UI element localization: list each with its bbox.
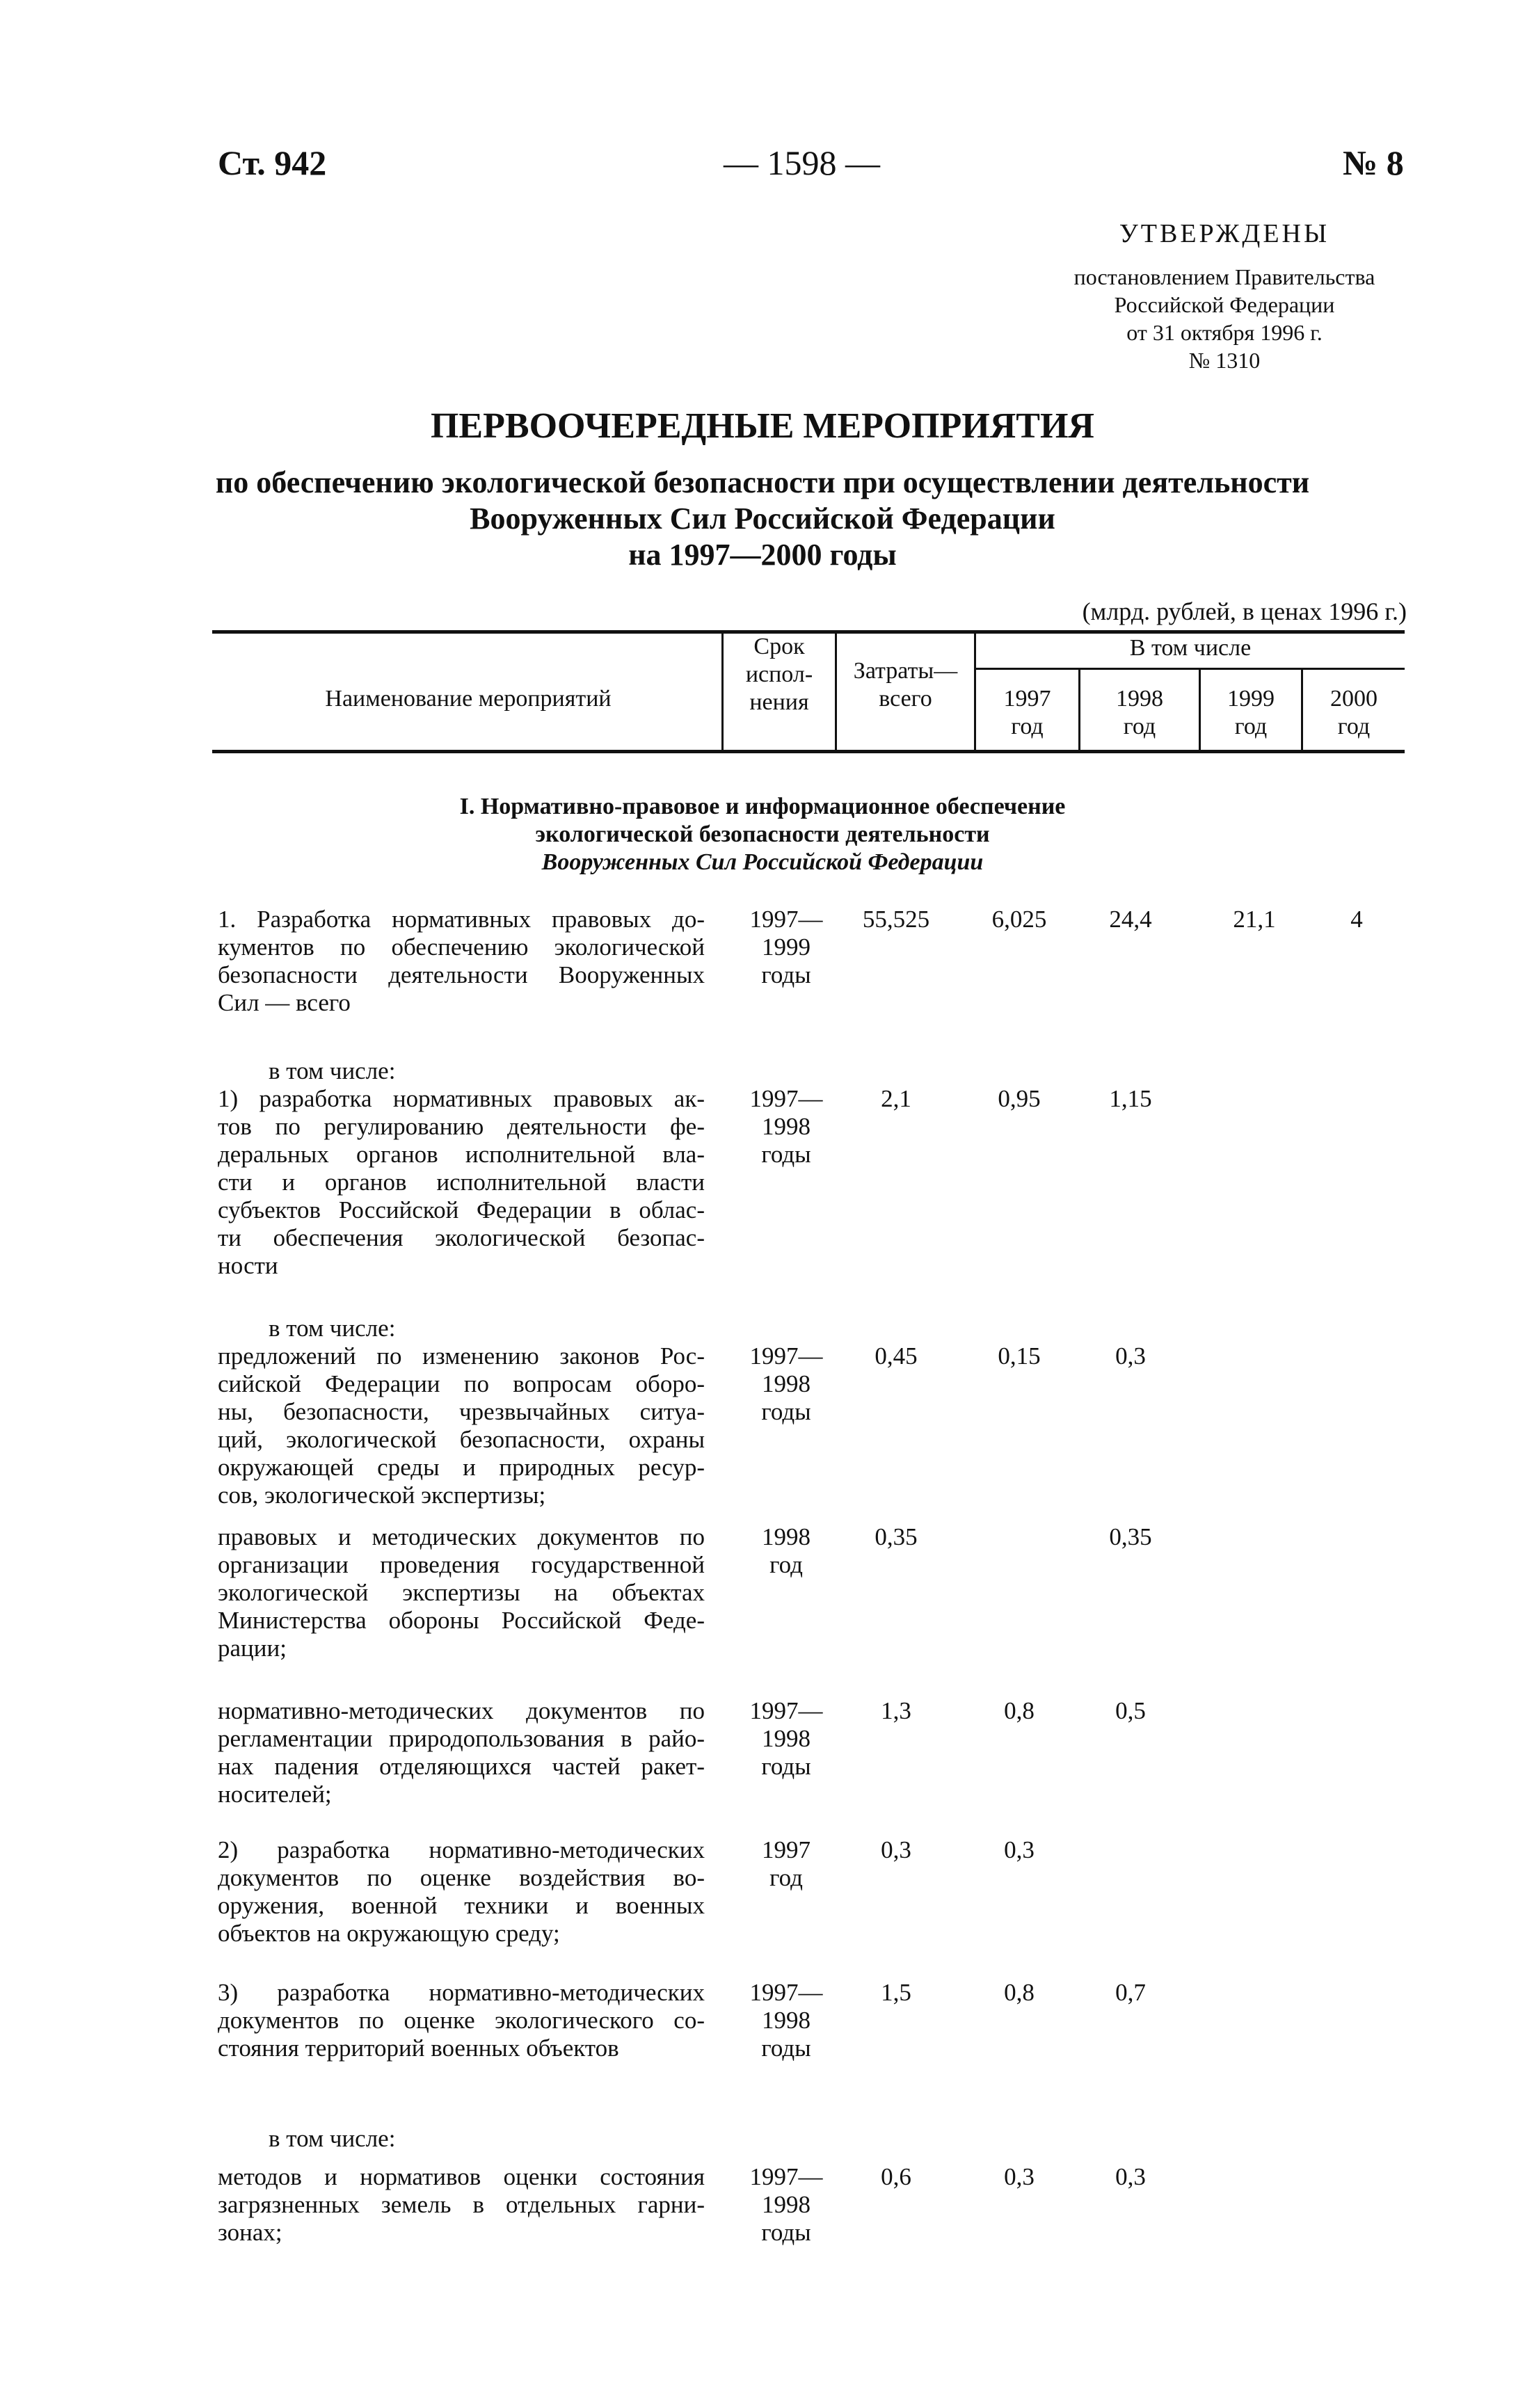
header-year-line: 2000 bbox=[1330, 686, 1378, 712]
approval-line: № 1310 bbox=[1188, 348, 1261, 373]
header-year-1997 bbox=[976, 685, 1078, 741]
subtitle-line: Вооруженных Сил Российской Федерации bbox=[470, 501, 1055, 536]
including-rule bbox=[974, 668, 1405, 670]
row-1997: 0,95 bbox=[998, 1085, 1041, 1112]
header-including: В том числе bbox=[1129, 635, 1252, 661]
row-name-line: экологической экспертизы на объектах bbox=[218, 1579, 705, 1606]
row-1998: 0,35 bbox=[1109, 1523, 1152, 1550]
row-name-line: субъектов Российской Федерации в облас- bbox=[218, 1196, 705, 1223]
subheading-including: в том числе: bbox=[269, 2125, 396, 2152]
approval-line: Российской Федерации bbox=[1114, 292, 1335, 317]
row-total: 0,6 bbox=[881, 2163, 911, 2190]
row-name-line: 1. Разработка нормативных правовых до- bbox=[218, 906, 705, 933]
row-term bbox=[730, 906, 842, 989]
section-line: Вооруженных Сил Российской Федерации bbox=[541, 849, 984, 875]
row-name-line: ций, экологической безопасности, охраны bbox=[218, 1426, 705, 1453]
row-1997: 6,025 bbox=[991, 906, 1047, 933]
row-term-line: 1998 bbox=[762, 1725, 811, 1752]
subheading-including: в том числе: bbox=[269, 1057, 396, 1084]
header-year-line: 1998 bbox=[1116, 686, 1163, 712]
issue-number: № 8 bbox=[1343, 143, 1404, 182]
row-1998: 0,3 bbox=[1115, 2163, 1146, 2190]
row-name-line: сов, экологической экспертизы; bbox=[218, 1482, 546, 1509]
row-total: 55,525 bbox=[862, 906, 930, 933]
row-name-line: ности bbox=[218, 1252, 278, 1279]
header-year-line: год bbox=[1011, 714, 1044, 739]
row-term-line: 1997— bbox=[749, 906, 823, 933]
row-name-line: ти обеспечения экологической безопас- bbox=[218, 1224, 705, 1251]
row-name-line: зонах; bbox=[218, 2219, 282, 2246]
header-term-line: нения bbox=[749, 689, 809, 715]
row-name-line: документов по оценке воздействия во- bbox=[218, 1864, 705, 1891]
row-1999: 21,1 bbox=[1233, 906, 1276, 933]
row-1997: 0,3 bbox=[1004, 1836, 1035, 1863]
header-name: Наименование мероприятий bbox=[325, 686, 612, 712]
row-term bbox=[730, 2163, 842, 2247]
row-name-line: деральных органов исполнительной вла- bbox=[218, 1141, 705, 1168]
header-year-line: 1997 bbox=[1003, 686, 1051, 712]
row-term-line: 1997— bbox=[749, 1697, 823, 1724]
row-term bbox=[730, 1979, 842, 2062]
row-name-line: Министерства обороны Российской Феде- bbox=[218, 1607, 705, 1634]
header-year-line: 1999 bbox=[1227, 686, 1275, 712]
row-name-line: методов и нормативов оценки состояния bbox=[218, 2163, 705, 2190]
row-term-line: 1999 bbox=[762, 933, 811, 961]
row-name bbox=[218, 1342, 705, 1509]
row-term-line: 1998 bbox=[762, 2191, 811, 2218]
table-header-bottom-rule bbox=[212, 750, 1405, 753]
header-year-2000 bbox=[1303, 685, 1405, 741]
row-name-line: регламентации природопользования в райо- bbox=[218, 1725, 705, 1752]
row-1997: 0,8 bbox=[1004, 1979, 1035, 2006]
row-name-line: оружения, военной техники и военных bbox=[218, 1892, 705, 1919]
row-term-line: 1997— bbox=[749, 1342, 823, 1370]
row-term-line: 1998 bbox=[762, 2007, 811, 2034]
header-total bbox=[837, 657, 974, 713]
header-term-line: испол- bbox=[745, 661, 813, 687]
row-term-line: 1998 bbox=[762, 1523, 811, 1550]
row-total: 1,3 bbox=[881, 1697, 911, 1724]
row-term-line: годы bbox=[761, 1753, 811, 1780]
header-year-line: год bbox=[1234, 714, 1268, 739]
header-year-line: год bbox=[1123, 714, 1156, 739]
row-term-line: год bbox=[769, 1551, 803, 1578]
row-name-line: нормативно-методических документов по bbox=[218, 1697, 705, 1724]
row-name-line: кументов по обеспечению экологической bbox=[218, 933, 705, 961]
row-1998: 0,5 bbox=[1115, 1697, 1146, 1724]
row-name-line: тов по регулированию деятельности фе- bbox=[218, 1113, 705, 1140]
row-name-line: Сил — всего bbox=[218, 989, 351, 1016]
row-name-line: объектов на окружающую среду; bbox=[218, 1920, 560, 1947]
row-name-line: безопасности деятельности Вооруженных bbox=[218, 961, 705, 988]
row-term-line: 1997— bbox=[749, 2163, 823, 2190]
row-name-line: 1) разработка нормативных правовых ак- bbox=[218, 1085, 705, 1112]
row-name-line: стояния территорий военных объектов bbox=[218, 2034, 619, 2062]
row-term bbox=[730, 1697, 842, 1781]
row-total: 2,1 bbox=[881, 1085, 911, 1112]
header-year-line: год bbox=[1337, 714, 1371, 739]
row-1997: 0,15 bbox=[998, 1342, 1041, 1370]
row-term bbox=[730, 1836, 842, 1892]
row-name-line: рации; bbox=[218, 1635, 287, 1662]
row-term-line: годы bbox=[761, 2034, 811, 2062]
row-term-line: 1997 bbox=[762, 1836, 811, 1863]
row-term-line: 1998 bbox=[762, 1370, 811, 1397]
row-name bbox=[218, 1836, 705, 1948]
row-name-line: сийской Федерации по вопросам оборо- bbox=[218, 1370, 705, 1397]
row-name-line: организации проведения государственной bbox=[218, 1551, 705, 1578]
row-name bbox=[218, 2163, 705, 2247]
row-term-line: 1997— bbox=[749, 1979, 823, 2006]
row-total: 0,3 bbox=[881, 1836, 911, 1863]
page-number: — 1598 — bbox=[724, 143, 880, 182]
row-name-line: носителей; bbox=[218, 1781, 332, 1808]
approval-line: от 31 октября 1996 г. bbox=[1126, 320, 1323, 345]
approval-block bbox=[1016, 220, 1433, 374]
row-term bbox=[730, 1342, 842, 1426]
header-year-1999 bbox=[1201, 685, 1301, 741]
document-subtitle bbox=[0, 465, 1525, 573]
header-term bbox=[724, 633, 835, 716]
row-1998: 24,4 bbox=[1109, 906, 1152, 933]
header-total-line: всего bbox=[879, 686, 932, 712]
row-name-line: правовых и методических документов по bbox=[218, 1523, 705, 1550]
row-1998: 0,7 bbox=[1115, 1979, 1146, 2006]
header-year-1998 bbox=[1080, 685, 1199, 741]
row-total: 0,45 bbox=[875, 1342, 918, 1370]
row-name bbox=[218, 1523, 705, 1662]
row-name-line: ны, безопасности, чрезвычайных ситуа- bbox=[218, 1398, 705, 1425]
row-name-line: 2) разработка нормативно-методических bbox=[218, 1836, 705, 1863]
section-line: I. Нормативно-правовое и информационное обеспечение bbox=[459, 794, 1066, 819]
row-term-line: годы bbox=[761, 961, 811, 988]
row-term-line: 1998 bbox=[762, 1113, 811, 1140]
row-1997: 0,8 bbox=[1004, 1697, 1035, 1724]
row-name bbox=[218, 1085, 705, 1280]
header-term-line: Срок bbox=[753, 634, 805, 659]
row-name-line: документов по оценке экологического со- bbox=[218, 2007, 705, 2034]
row-term-line: годы bbox=[761, 1141, 811, 1168]
row-1998: 0,3 bbox=[1115, 1342, 1146, 1370]
subheading-including: в том числе: bbox=[269, 1315, 396, 1342]
row-1997: 0,3 bbox=[1004, 2163, 1035, 2190]
approval-title: УТВЕРЖДЕНЫ bbox=[1119, 219, 1330, 248]
row-term bbox=[730, 1523, 842, 1579]
row-2000: 4 bbox=[1350, 906, 1363, 933]
row-term-line: годы bbox=[761, 2219, 811, 2246]
row-term-line: год bbox=[769, 1864, 803, 1891]
row-name bbox=[218, 1979, 705, 2062]
row-name-line: 3) разработка нормативно-методических bbox=[218, 1979, 705, 2006]
subtitle-line: по обеспечению экологической безопасности при осуществлении деятельности bbox=[215, 465, 1310, 499]
approval-line: постановлением Правительства bbox=[1073, 264, 1375, 289]
row-total: 1,5 bbox=[881, 1979, 911, 2006]
unit-note: (млрд. рублей, в ценах 1996 г.) bbox=[1082, 597, 1407, 625]
row-name bbox=[218, 1697, 705, 1808]
row-name-line: сти и органов исполнительной власти bbox=[218, 1169, 705, 1196]
row-term bbox=[730, 1085, 842, 1169]
row-name-line: загрязненных земель в отдельных гарни- bbox=[218, 2191, 705, 2218]
row-name-line: предложений по изменению законов Рос- bbox=[218, 1342, 705, 1370]
row-name-line: окружающей среды и природных ресур- bbox=[218, 1454, 705, 1481]
row-name bbox=[218, 906, 705, 1017]
row-term-line: годы bbox=[761, 1398, 811, 1425]
row-term-line: 1997— bbox=[749, 1085, 823, 1112]
subtitle-line: на 1997—2000 годы bbox=[628, 538, 897, 572]
section-line: экологической безопасности деятельности bbox=[535, 821, 990, 847]
header-total-line: Затраты— bbox=[853, 658, 958, 684]
section-heading bbox=[0, 793, 1525, 876]
row-total: 0,35 bbox=[875, 1523, 918, 1550]
article-number: Ст. 942 bbox=[218, 143, 327, 182]
row-1998: 1,15 bbox=[1109, 1085, 1152, 1112]
document-title: ПЕРВООЧЕРЕДНЫЕ МЕРОПРИЯТИЯ bbox=[430, 406, 1094, 446]
row-name-line: нах падения отделяющихся частей ракет- bbox=[218, 1753, 705, 1780]
